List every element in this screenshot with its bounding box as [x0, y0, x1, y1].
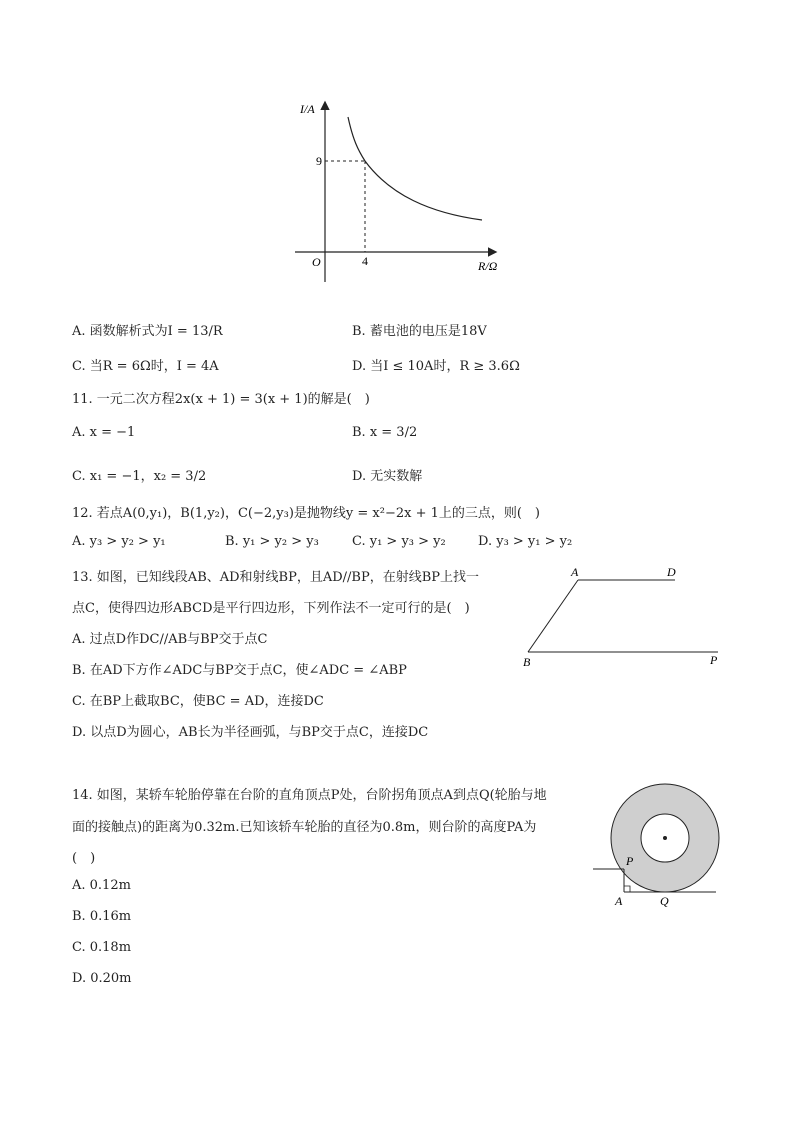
right-angle-mark — [624, 886, 630, 892]
q10-option-d[interactable]: D. 当I ≤ 10A时，R ≥ 3.6Ω — [352, 359, 520, 374]
q12-option-d[interactable]: D. y₃ > y₁ > y₂ — [478, 534, 573, 549]
q13-option-b[interactable]: B. 在AD下方作∠ADC与BP交于点C，使∠ADC = ∠ABP — [72, 663, 407, 678]
q14-stem-line3: ( ) — [72, 851, 96, 866]
y-tick-label: 9 — [316, 154, 322, 168]
label-p: P — [710, 653, 718, 667]
label-a: A — [615, 894, 623, 908]
q11-option-a[interactable]: A. x = −1 — [72, 425, 136, 440]
label-a: A — [571, 565, 579, 579]
q12-option-a[interactable]: A. y₃ > y₂ > y₁ — [72, 534, 166, 549]
q14-option-a[interactable]: A. 0.12m — [72, 878, 131, 893]
q12-stem: 12. 若点A(0,y₁)，B(1,y₂)，C(−2,y₃)是抛物线y = x²−2x + 1上的三点，则( ) — [72, 506, 541, 521]
q12-option-c[interactable]: C. y₁ > y₃ > y₂ — [352, 534, 446, 549]
label-q: Q — [660, 894, 669, 908]
x-tick-label: 4 — [362, 254, 368, 268]
q13-stem-line1: 13. 如图，已知线段AB、AD和射线BP，且AD//BP，在射线BP上找一 — [72, 570, 480, 585]
q14-option-b[interactable]: B. 0.16m — [72, 909, 132, 924]
segment-ab — [528, 580, 578, 652]
q13-option-a[interactable]: A. 过点D作DC//AB与BP交于点C — [72, 632, 268, 647]
q10-option-b[interactable]: B. 蓄电池的电压是18V — [352, 324, 487, 339]
label-p: P — [626, 854, 634, 868]
q11-option-d[interactable]: D. 无实数解 — [352, 469, 423, 484]
tire-center — [663, 836, 667, 840]
label-d: D — [667, 565, 676, 579]
y-axis-label: I/A — [300, 102, 315, 116]
q14-tire-figure — [588, 780, 728, 910]
origin-label: O — [312, 255, 321, 269]
hyperbola-curve — [348, 117, 482, 220]
q11-option-c[interactable]: C. x₁ = −1，x₂ = 3/2 — [72, 469, 207, 484]
q11-option-b[interactable]: B. x = 3/2 — [352, 425, 418, 440]
q10-option-c[interactable]: C. 当R = 6Ω时，I = 4A — [72, 359, 219, 374]
q13-figure — [515, 560, 730, 675]
q14-stem-line2: 面的接触点)的距离为0.32m.已知该轿车轮胎的直径为0.8m，则台阶的高度PA为 — [72, 820, 537, 835]
q14-option-d[interactable]: D. 0.20m — [72, 971, 132, 986]
q13-option-d[interactable]: D. 以点D为圆心，AB长为半径画弧，与BP交于点C，连接DC — [72, 725, 429, 740]
q12-option-b[interactable]: B. y₁ > y₂ > y₃ — [225, 534, 319, 549]
q13-stem-line2: 点C，使得四边形ABCD是平行四边形，下列作法不一定可行的是( ) — [72, 601, 470, 616]
q13-option-c[interactable]: C. 在BP上截取BC，使BC = AD，连接DC — [72, 694, 324, 709]
inverse-function-graph — [290, 95, 510, 285]
q11-stem: 11. 一元二次方程2x(x + 1) = 3(x + 1)的解是( ) — [72, 392, 370, 407]
q10-option-a[interactable]: A. 函数解析式为I = 13/R — [72, 324, 223, 339]
label-b: B — [523, 655, 531, 669]
q14-option-c[interactable]: C. 0.18m — [72, 940, 132, 955]
q14-stem-line1: 14. 如图，某轿车轮胎停靠在台阶的直角顶点P处，台阶拐角顶点A到点Q(轮胎与地 — [72, 788, 547, 803]
x-axis-label: R/Ω — [478, 259, 498, 273]
